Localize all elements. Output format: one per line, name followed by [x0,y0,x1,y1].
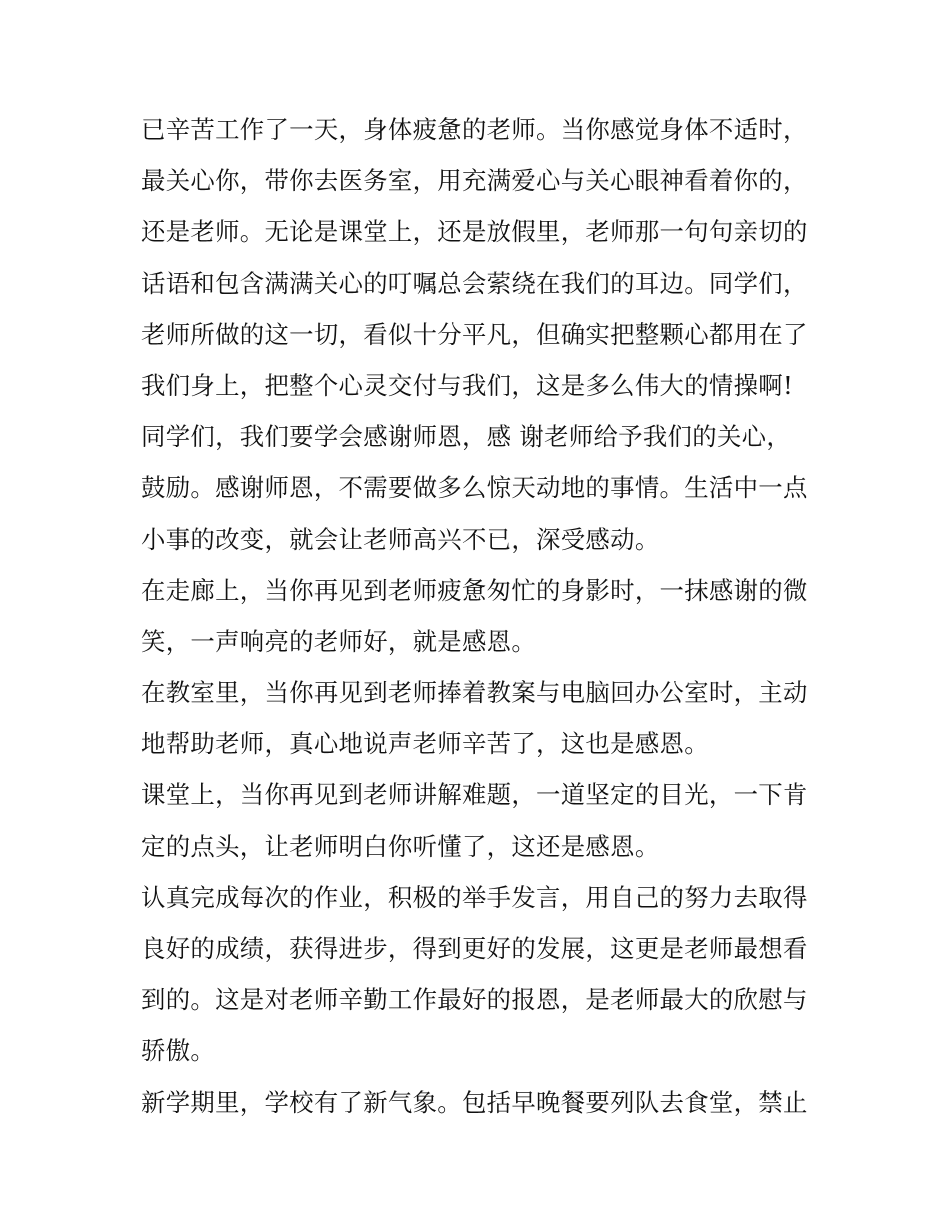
text-line: 笑，一声响亮的老师好，就是感恩。 [141,626,537,656]
text-line: 同学们，我们要学会感谢师恩，感 谢老师给予我们的关心， [141,422,792,452]
text-line: 新学期里，学校有了新气象。包括早晚餐要列队去食堂，禁止 [141,1087,808,1117]
text-line: 老师所做的这一切，看似十分平凡，但确实把整颗心都用在了 [141,319,808,349]
text-line: 话语和包含满满关心的叮嘱总会萦绕在我们的耳边。同学们， [141,268,808,298]
text-line: 在走廊上，当你再见到老师疲惫匆忙的身影时，一抹感谢的微 [141,575,808,605]
body-text [141,104,821,1128]
text-line: 到的。这是对老师辛勤工作最好的报恩，是老师最大的欣慰与 [141,985,808,1015]
text-line: 良好的成绩，获得进步，得到更好的发展，这更是老师最想看 [141,934,808,963]
text-line: 鼓励。感谢师恩，不需要做多么惊天动地的事情。生活中一点 [141,473,808,503]
text-line: 在教室里，当你再见到老师捧着教案与电脑回办公室时，主动 [141,678,808,708]
text-line: 最关心你，带你去医务室，用充满爱心与关心眼神看着你的， [141,166,808,196]
text-line: 已辛苦工作了一天，身体疲惫的老师。当你感觉身体不适时， [141,115,808,144]
text-line: 骄傲。 [141,1036,216,1066]
text-line: 我们身上，把整个心灵交付与我们，这是多么伟大的情操啊! [141,370,794,400]
text-line: 定的点头，让老师明白你听懂了，这还是感恩。 [141,831,660,861]
text-line: 还是老师。无论是课堂上，还是放假里，老师那一句句亲切的 [141,217,808,247]
text-line: 课堂上，当你再见到老师讲解难题，一道坚定的目光，一下肯 [141,780,808,810]
text-line: 认真完成每次的作业，积极的举手发言，用自己的努力去取得 [141,882,808,912]
text-line: 地帮助老师，真心地说声老师辛苦了，这也是感恩。 [141,729,709,759]
text-line: 小事的改变，就会让老师高兴不已，深受感动。 [141,524,660,554]
